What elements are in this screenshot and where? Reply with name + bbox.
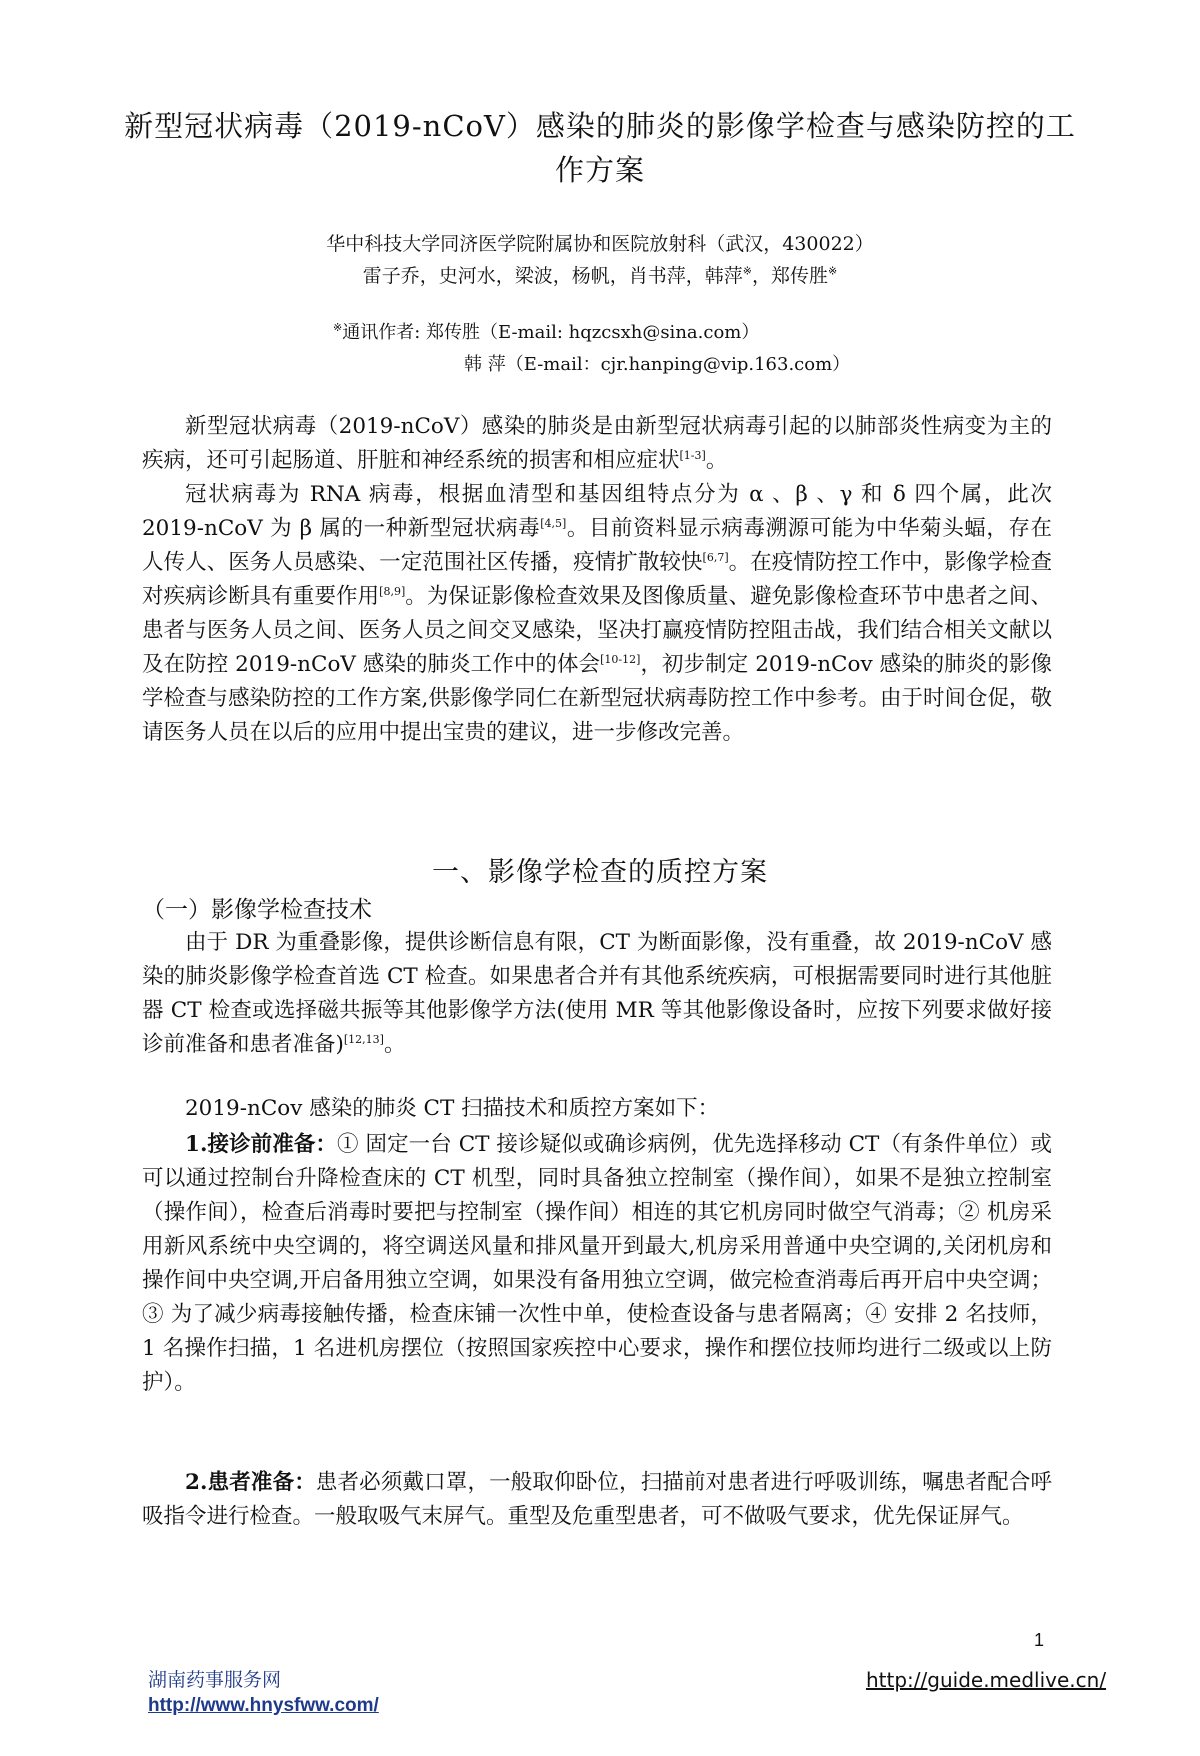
citation-ref: [8,9] (379, 584, 406, 598)
paragraph-text: 。为保证影像检查效果及图像质量、避免影像检查环节中患者之间、患者与医务人员之间、医务人员之间交叉感染，坚决打赢疫情防控阻击战，我们结合相关文献以及在防控 2019-nCoV 感染的肺炎工作中的体会 (142, 584, 1052, 677)
paragraph-text: 。目前资料显示病毒溯源可能为中华菊头蝠，存在人传人、医务人员感染、一定范围社区传播，疫情扩散较快 (142, 516, 1052, 575)
document-title: 新型冠状病毒（2019-nCoV）感染的肺炎的影像学检查与感染防控的工作方案 (124, 109, 1076, 187)
paragraph-text: 2019-nCov 感染的肺炎 CT 扫描技术和质控方案如下： (185, 1096, 720, 1121)
citation-ref: [1-3] (679, 448, 706, 462)
corresponding-author-1 (333, 318, 759, 348)
footer-right-link[interactable]: http://guide.medlive.cn/ (866, 1668, 1107, 1692)
intro-paragraph-1 (142, 410, 1052, 478)
citation-ref: [4,5] (540, 516, 567, 530)
subsection-heading: （一）影像学检查技术 (142, 897, 372, 923)
citation-ref: [12,13] (343, 1032, 384, 1046)
item-label: 1.接诊前准备： (185, 1132, 337, 1157)
body-paragraph-5 (142, 1128, 1052, 1400)
body-paragraph-3 (142, 926, 1052, 1062)
paragraph-text: 。在疫情防控工作中，影像学检查对疾病诊断具有重要作用 (142, 550, 1052, 609)
paragraph-text: 冠状病毒为 RNA 病毒，根据血清型和基因组特点分为 α 、β 、γ 和 δ 四个属，此次 2019-nCoV 为 β 属的一种新型冠状病毒 (142, 482, 1052, 541)
paragraph-text: 由于 DR 为重叠影像，提供诊断信息有限，CT 为断面影像，没有重叠，故 2019-nCoV 感染的肺炎影像学检查首选 CT 检查。如果患者合并有其他系统疾病，可根据需要同时进行其他脏器 CT 检查或选择磁共振等其他影像学方法(使用 MR 等其他影像设备时，应按下列要求做好接诊前准备和患者准备) (142, 930, 1052, 1057)
paragraph-text: 患者必须戴口罩，一般取仰卧位，扫描前对患者进行呼吸训练，嘱患者配合呼吸指令进行检查。一般取吸气末屏气。重型及危重型患者，可不做吸气要求，优先保证屏气。 (142, 1470, 1052, 1529)
footer-left (148, 1668, 379, 1718)
paragraph-text: ① 固定一台 CT 接诊疑似或确诊病例，优先选择移动 CT（有条件单位）或可以通过控制台升降检查床的 CT 机型，同时具备独立控制室（操作间），如果不是独立控制室（操作间），检查后消毒时要把与控制室（操作间）相连的其它机房同时做空气消毒；② 机房采用新风系统中央空调的，将空调送风量和排风量开到最大,机房采用普通中央空调的,关闭机房和操作间中央空调,开启备用独立空调，如果没有备用独立空调，做完检查消毒后再开启中央空调；③ 为了减少病毒接触传播，检查床铺一次性中单，使检查设备与患者隔离；④ 安排 2 名技师，1 名操作扫描，1 名进机房摆位（按照国家疾控中心要求，操作和摆位技师均进行二级或以上防护）。 (142, 1132, 1052, 1395)
corresponding-mark: ※ (742, 264, 752, 278)
corresponding-mark: ※ (828, 264, 838, 278)
citation-ref: [10-12] (600, 652, 641, 666)
body-paragraph-6 (142, 1466, 1052, 1534)
body-paragraph-4 (142, 1092, 1052, 1126)
section-heading: 一、影像学检查的质控方案 (432, 857, 768, 888)
citation-ref: [6,7] (702, 550, 729, 564)
authors-text: 雷子乔，史河水，梁波，杨帆，肖书萍，韩萍 (362, 265, 743, 287)
page-number: 1 (1034, 1630, 1045, 1650)
paragraph-text: ，初步制定 2019-nCov 感染的肺炎的影像学检查与感染防控的工作方案,供影像学同仁在新型冠状病毒防控工作中参考。由于时间仓促，敬请医务人员在以后的应用中提出宝贵的建议，进一步修改完善。 (142, 652, 1052, 745)
intro-paragraph-2 (142, 478, 1052, 750)
author-list (120, 260, 1080, 292)
affiliation: 华中科技大学同济医学院附属协和医院放射科（武汉，430022） (326, 233, 874, 255)
corresponding-text-1: 通讯作者: 郑传胜（E-mail: hqzcsxh@sina.com） (342, 322, 760, 343)
item-label: 2.患者准备： (185, 1470, 316, 1495)
footer-site-name: 湖南药事服务网 (148, 1669, 282, 1691)
corresponding-mark: ※ (333, 321, 343, 334)
corresponding-author-2: 韩 萍（E-mail：cjr.hanping@vip.163.com） (464, 354, 851, 375)
footer-site-link[interactable]: http://www.hnysfww.com/ (148, 1695, 379, 1716)
paragraph-text: 。 (383, 1032, 406, 1057)
authors-text-2: ，郑传胜 (752, 265, 829, 287)
paragraph-text: 新型冠状病毒（2019-nCoV）感染的肺炎是由新型冠状病毒引起的以肺部炎性病变为主的疾病，还可引起肠道、肝脏和神经系统的损害和相应症状 (142, 414, 1052, 473)
paragraph-text: 。 (705, 448, 728, 473)
